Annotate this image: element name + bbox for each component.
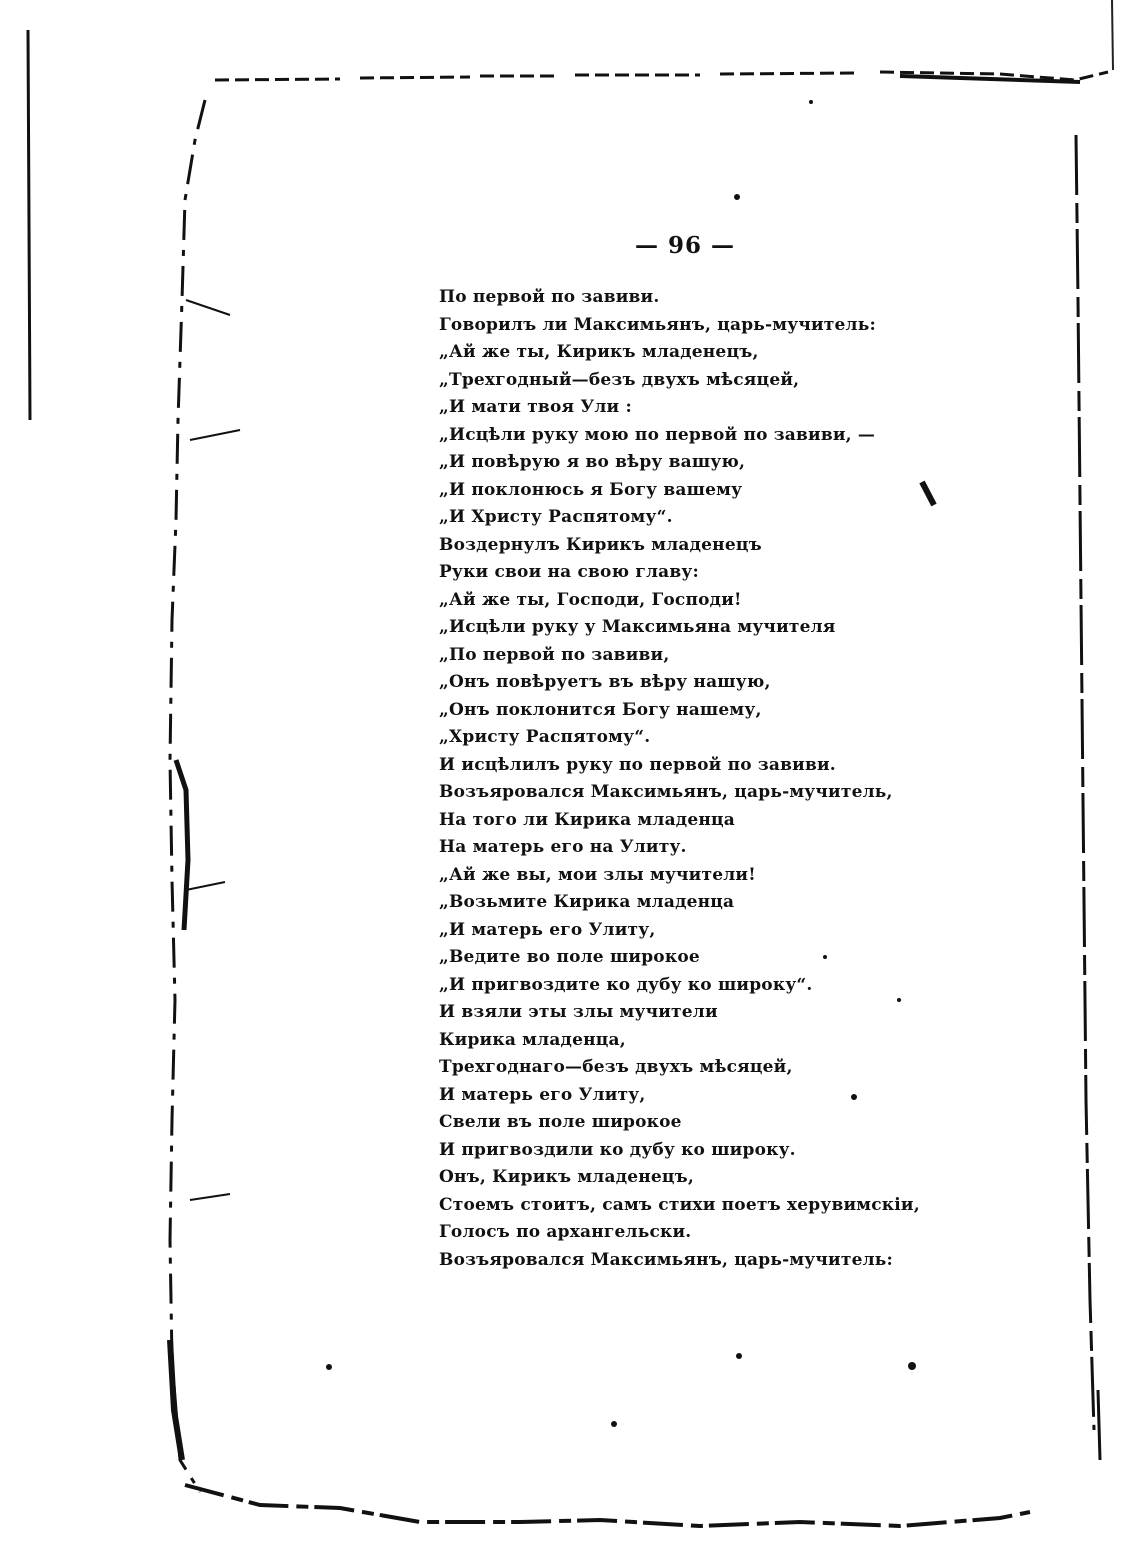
text-line: „Ведите во поле широкое <box>439 947 700 967</box>
text-line: Воздернулъ Кирикъ младенецъ <box>439 534 762 555</box>
text-line: „Ай же вы, мои злы мучители! <box>439 864 756 885</box>
text-line: „И матерь его Улиту, <box>439 919 656 940</box>
text-line: „Исцѣли руку мою по первой по завиви, — <box>439 424 876 445</box>
text-line: „Христу Распятому“. <box>439 727 651 747</box>
text-line: И взяли эты злы мучители <box>439 1002 718 1022</box>
text-line: „Онъ поклонится Богу нашему, <box>439 699 762 720</box>
text-line: Руки свои на свою главу: <box>439 562 699 582</box>
text-line: И пригвоздили ко дубу ко широку. <box>439 1139 796 1160</box>
text-line: На того ли Кирика младенца <box>439 809 735 830</box>
text-line: Стоемъ стоитъ, самъ стихи поетъ херувимскіи, <box>439 1194 920 1215</box>
text-line: И матерь его Улиту, <box>439 1084 646 1105</box>
page-number: — 96 — <box>634 232 736 259</box>
text-line: „И поклонюсь я Богу вашему <box>439 479 743 500</box>
text-line: „Исцѣли руку у Максимьяна мучителя <box>439 617 836 637</box>
poem-text <box>439 284 920 1274</box>
text-line: Трехгоднаго—безъ двухъ мѣсяцей, <box>439 1057 793 1077</box>
text-line: „И Христу Распятому“. <box>439 507 673 527</box>
text-line: Говорилъ ли Максимьянъ, царь-мучитель: <box>439 314 876 335</box>
text-line: „Ай же ты, Кирикъ младенецъ, <box>439 342 759 362</box>
text-line: И исцѣлилъ руку по первой по завиви. <box>439 754 836 775</box>
text-line: Голосъ по архангельски. <box>439 1222 692 1242</box>
text-line: „И повѣрую я во вѣру вашую, <box>439 452 746 472</box>
text-line: По первой по завиви. <box>439 287 660 307</box>
text-line: Возъяровался Максимьянъ, царь-мучитель: <box>439 1249 893 1270</box>
text-line: Возъяровался Максимьянъ, царь-мучитель, <box>439 782 893 802</box>
text-line: „И мати твоя Ули : <box>439 397 632 417</box>
text-line: Свели въ поле широкое <box>439 1112 682 1132</box>
text-line: Онъ, Кирикъ младенецъ, <box>439 1167 695 1187</box>
text-line: „Возьмите Кирика младенца <box>439 892 735 912</box>
text-line: „Трехгодный—безъ двухъ мѣсяцей, <box>439 369 800 390</box>
text-line: „По первой по завиви, <box>439 644 670 665</box>
text-line: На матерь его на Улиту. <box>439 837 687 857</box>
text-line: „И пригвоздите ко дубу ко широку“. <box>439 974 813 995</box>
text-line: Кирика младенца, <box>439 1029 626 1050</box>
text-line: „Онъ повѣруетъ въ вѣру нашую, <box>439 672 771 692</box>
text-line: „Ай же ты, Господи, Господи! <box>439 589 742 610</box>
